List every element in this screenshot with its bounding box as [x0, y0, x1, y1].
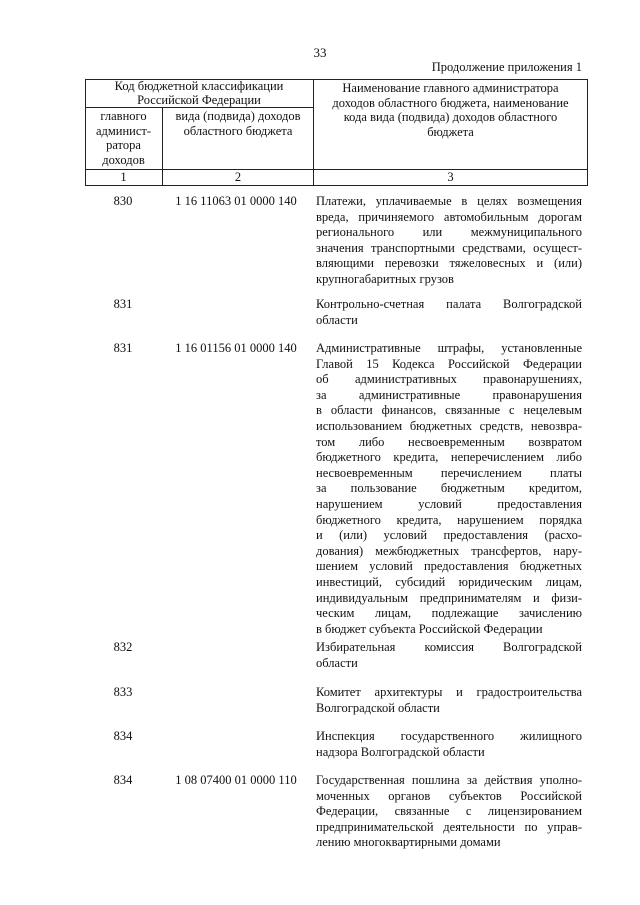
- header-right-border: [587, 79, 588, 186]
- admin-code: 831: [113, 297, 133, 311]
- admin-code: 833: [113, 685, 133, 699]
- row-description: Платежи, уплачиваемые в целях возмещения вреда, причиняемого автомобильным дорогам регионального или межмуниципального значения транспортными средствами, осущест- вляющими перевозки тяжеловесных и (или) крупногабаритных грузов: [316, 194, 582, 286]
- row-description: Административные штрафы, установленные Главой 15 Кодекса Российской Федерации об административных правонарушениях, за административные правонарушения в области финансов, связанные с нецелевым использованием бюджетных средств, невозвра- том либо несвоевременным возвратом бюджетного кредита, неперечислением либо несвоевременным перечислением платы за пользование бюджетным кредитом, нарушением условий предоставления бюджетного кредита, нарушением порядка и (или) условий предоставления (расхо- дования) межбюджетных трансфертов, нару- шением условий предоставления бюджетных инвестиций, субсидий юридическим лицам, индивидуальным предпринимателям и физи- ческим лицам, подлежащие зачислению в бюджет субъекта Российской Федерации: [316, 341, 582, 636]
- revenue-code: 1 16 11063 01 0000 140: [175, 194, 297, 208]
- admin-code: 831: [113, 341, 133, 355]
- code-group-heading: Код бюджетной классификации Российской Федерации: [114, 79, 284, 107]
- revenue-code: 1 16 01156 01 0000 140: [175, 341, 297, 355]
- page-number: 33: [313, 45, 327, 60]
- admin-code: 834: [113, 773, 133, 787]
- code-group-divider: [85, 107, 313, 108]
- row-description: Избирательная комиссия Волгоградской области: [316, 640, 582, 670]
- col1-number: 1: [120, 170, 127, 184]
- row-description: Инспекция государственного жилищного надзора Волгоградской области: [316, 729, 582, 759]
- col2-heading: вида (подвида) доходов областного бюджета: [175, 109, 301, 138]
- col3-number: 3: [447, 170, 454, 184]
- admin-code: 832: [113, 640, 133, 654]
- revenue-code: 1 08 07400 01 0000 110: [175, 773, 297, 787]
- admin-code: 834: [113, 729, 133, 743]
- admin-code: 830: [113, 194, 133, 208]
- row-description: Государственная пошлина за действия уполно- моченных органов субъектов Российской Федерации, связанные с лицензированием предпринимательской деятельности по управ- лению многоквартирными домами: [316, 773, 582, 850]
- row-description: Контрольно-счетная палата Волгоградской области: [316, 297, 582, 327]
- row-description: Комитет архитектуры и градостроительства Волгоградской области: [316, 685, 582, 715]
- col1-heading: главного админист- ратора доходов: [95, 109, 152, 167]
- table-header: [85, 79, 587, 186]
- col3-heading: Наименование главного администратора доходов областного бюджета, наименование кода вида (подвида) доходов областного бюджета: [332, 81, 569, 139]
- col2-number: 2: [234, 170, 242, 184]
- continuation-note: Продолжение приложения 1: [431, 60, 582, 74]
